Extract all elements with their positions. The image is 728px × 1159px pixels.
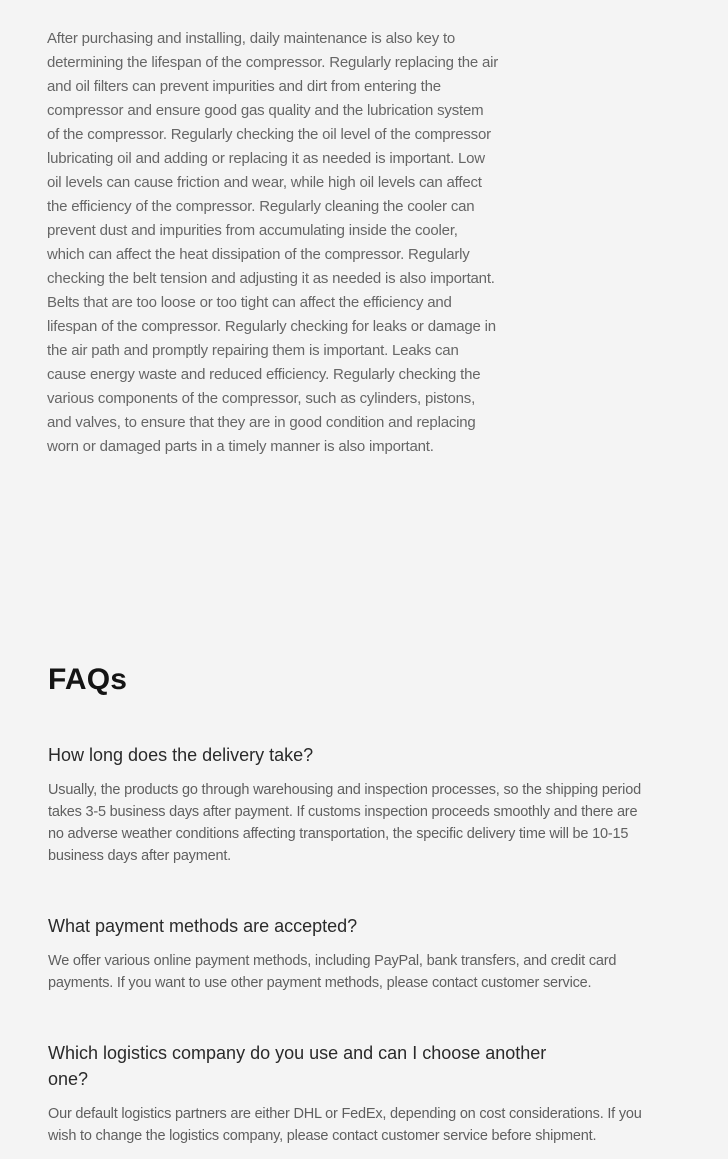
faq-item-payment <box>48 913 728 994</box>
maintenance-description-section <box>0 0 728 459</box>
faq-question-delivery: How long does the delivery take? <box>48 745 314 765</box>
faq-section <box>0 664 728 1147</box>
faq-item-delivery <box>48 742 728 867</box>
faq-section-title: FAQs <box>48 663 128 696</box>
faq-answer-payment: We offer various online payment methods, including PayPal, bank transfers, and credit card payments. If you want to use other payment methods, please contact customer service. <box>48 953 617 991</box>
faq-question-payment: What payment methods are accepted? <box>48 916 358 936</box>
faq-item-logistics <box>48 1040 728 1147</box>
faq-answer-logistics: Our default logistics partners are either DHL or FedEx, depending on cost considerations. If you wish to change the logistics company, please contact customer service before shipment. <box>48 1106 642 1144</box>
faq-answer-delivery: Usually, the products go through warehousing and inspection processes, so the shipping period takes 3-5 business days after payment. If customs inspection proceeds smoothly and there are no adverse weather conditions affecting transportation, the specific delivery time will be 10-15 business days after payment. <box>48 782 641 864</box>
maintenance-description-paragraph: After purchasing and installing, daily maintenance is also key to determining the lifespan of the compressor. Regularly replacing the air and oil filters can prevent impurities and dirt from entering the compressor and ensure good gas quality and the lubrication system of the compressor. Regularly checking the oil level of the compressor lubricating oil and adding or replacing it as needed is important. Low oil levels can cause friction and wear, while high oil levels can affect the efficiency of the compressor. Regularly cleaning the cooler can prevent dust and impurities from accumulating inside the cooler, which can affect the heat dissipation of the compressor. Regularly checking the belt tension and adjusting it as needed is also important. Belts that are too loose or too tight can affect the efficiency and lifespan of the compressor. Regularly checking for leaks or damage in the air path and promptly repairing them is important. Leaks can cause energy waste and reduced efficiency. Regularly checking the various components of the compressor, such as cylinders, pistons, and valves, to ensure that they are in good condition and replacing worn or damaged parts in a timely manner is also important. <box>47 30 499 455</box>
faq-question-logistics: Which logistics company do you use and can I choose another one? <box>48 1043 547 1089</box>
